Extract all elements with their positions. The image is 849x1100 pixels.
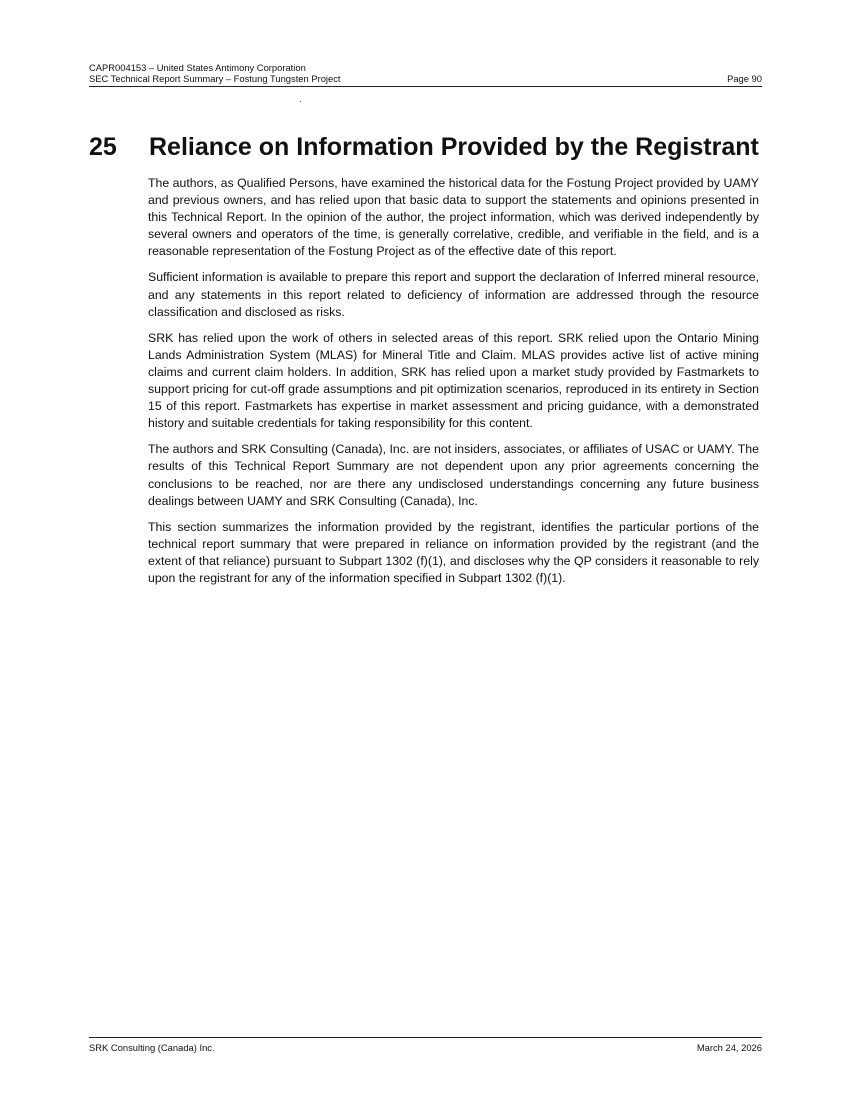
header-report-title: SEC Technical Report Summary – Fostung Tungsten Project (89, 73, 341, 84)
header-document-id: CAPR004153 – United States Antimony Corporation (89, 62, 306, 73)
footer-company: SRK Consulting (Canada) Inc. (89, 1042, 215, 1053)
section-body (148, 175, 759, 596)
header-page-number: Page 90 (727, 73, 762, 84)
section-number: 25 (89, 133, 117, 161)
section-title: Reliance on Information Provided by the Registrant (149, 133, 759, 161)
page-footer (89, 1037, 762, 1053)
paragraph-5: This section summarizes the information provided by the registrant, identifies the particular portions of the technical report summary that were prepared in reliance on information provided by the registrant (and the extent of that reliance) pursuant to Subpart 1302 (f)(1), and discloses why the QP considers it reasonable to rely upon the registrant for any of the information specified in Subpart 1302 (f)(1). (148, 519, 759, 585)
stray-dot (300, 101, 301, 102)
footer-date: March 24, 2026 (696, 1042, 762, 1053)
page-header (89, 62, 762, 87)
paragraph-4: The authors and SRK Consulting (Canada), Inc. are not insiders, associates, or affiliates of USAC or UAMY. The results of this Technical Report Summary are not dependent upon any prior agreements concerning the conclusions to be reached, nor are there any undisclosed understandings concerning any future business dealings between UAMY and SRK Consulting (Canada), Inc. (148, 442, 759, 508)
paragraph-2: Sufficient information is available to prepare this report and support the declaration of Inferred mineral resource, and any statements in this report related to deficiency of information are addressed through the resource classification and disclosed as risks. (148, 270, 759, 319)
header-row (89, 73, 762, 84)
section-heading (89, 131, 769, 163)
paragraph-1: The authors, as Qualified Persons, have examined the historical data for the Fostung Project provided by UAMY and previous owners, and has relied upon that basic data to support the statements and opinions presented in this Technical Report. In the opinion of the author, the project information, which was derived independently by several owners and operators of the time, is generally correlative, credible, and verifiable in the field, and is a reasonable representation of the Fostung Project as of the effective date of this report. (148, 176, 759, 259)
paragraph-3: SRK has relied upon the work of others in selected areas of this report. SRK relied upon the Ontario Mining Lands Administration System (MLAS) for Mineral Title and Claim. MLAS provides active list of active mining claims and current claim holders. In addition, SRK has relied upon a market study provided by Fastmarkets to support pricing for cut-off grade assumptions and pit optimization scenarios, reproduced in its entirety in Section 15 of this report. Fastmarkets has expertise in market assessment and pricing guidance, with a demonstrated history and suitable credentials for taking responsibility for this content. (148, 330, 759, 431)
